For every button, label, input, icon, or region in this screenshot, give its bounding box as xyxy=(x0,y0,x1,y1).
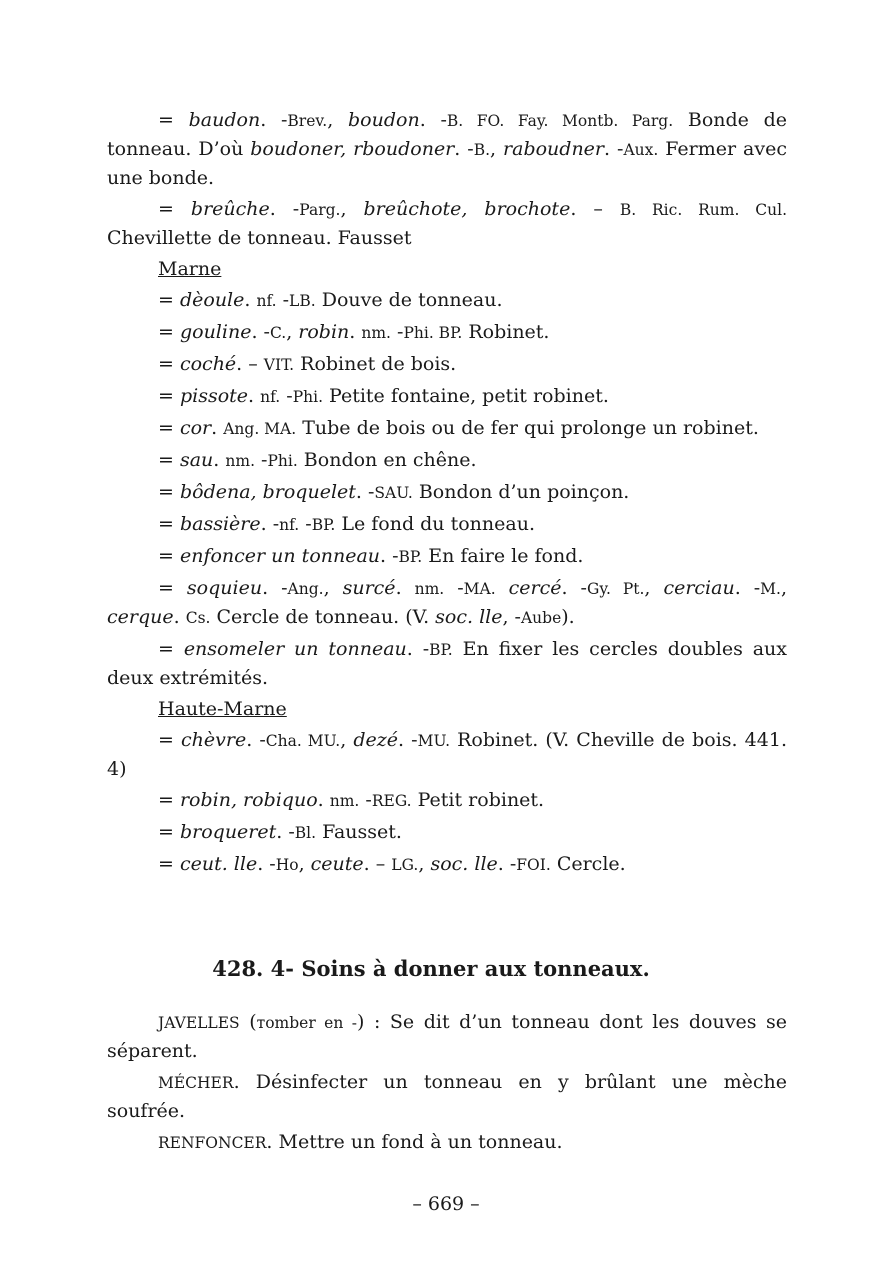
headword: soc. lle xyxy=(430,853,498,875)
care-entries xyxy=(107,1008,787,1160)
entry-text: = xyxy=(158,321,180,343)
source-abbrev: VIT. xyxy=(263,356,295,374)
headword: soquieu xyxy=(186,577,263,599)
headword: sau xyxy=(179,449,214,471)
entry-text: - xyxy=(276,289,290,311)
source-abbrev: Brev. xyxy=(287,112,328,130)
source-abbrev: Phi. xyxy=(292,388,323,406)
source-abbrev: nm. xyxy=(361,324,391,342)
entry-paragraph xyxy=(107,850,787,879)
entry-text: . - xyxy=(260,513,280,535)
entry-text: . – xyxy=(570,198,620,220)
entry-text: Cercle. xyxy=(550,853,626,875)
entry-text: ) : Se dit d’un tonneau dont les douves se séparent. xyxy=(107,1011,788,1062)
entry-text: . xyxy=(173,606,186,628)
entry-text: . - xyxy=(269,198,300,220)
entry-paragraph xyxy=(107,414,787,443)
source-abbrev: C. xyxy=(269,324,287,342)
entry-text: . - xyxy=(406,638,430,660)
entry-text: , xyxy=(780,577,787,599)
entry-text: . - xyxy=(454,138,474,160)
headword: robin, robiquo xyxy=(179,789,318,811)
entry-text xyxy=(496,577,509,599)
entry-paragraph xyxy=(107,478,787,507)
source-abbrev: BP. xyxy=(429,641,453,659)
entry-text: = xyxy=(158,417,180,439)
entry-text: . - xyxy=(398,729,418,751)
headword: gouline xyxy=(179,321,252,343)
entry-text: . Désinfecter un tonneau en y brûlant une mèche soufrée. xyxy=(107,1071,787,1122)
region-heading: Marne xyxy=(158,258,222,280)
entry-paragraph xyxy=(107,318,787,347)
headword: ensomeler un tonneau xyxy=(183,638,407,660)
headword: breûche xyxy=(190,198,270,220)
source-abbrev: FOI. xyxy=(516,856,551,874)
entry-text: Petite fontaine, petit robinet. xyxy=(323,385,609,407)
entry-text: = xyxy=(158,198,191,220)
headword: ceut. lle xyxy=(179,853,258,875)
entry-text: . xyxy=(244,289,257,311)
headword: surcé xyxy=(342,577,396,599)
entry-text: . - xyxy=(561,577,587,599)
entry-text: , xyxy=(644,577,664,599)
entry-paragraph xyxy=(107,1128,787,1157)
headword: boudoner, rboudoner xyxy=(250,138,455,160)
entry-paragraph xyxy=(107,106,787,192)
entry-paragraph xyxy=(107,350,787,379)
entry-text: . – xyxy=(363,853,392,875)
entry-text: Robinet. xyxy=(462,321,550,343)
entry-paragraph xyxy=(107,446,787,475)
entry-text: . Mettre un fond à un tonneau. xyxy=(266,1131,563,1153)
entry-paragraph xyxy=(107,1008,787,1065)
entry-text: . - xyxy=(276,821,295,843)
source-abbrev: B. Ric. Rum. Cul. xyxy=(619,201,787,219)
page-number: – 669 – xyxy=(412,1193,480,1215)
entry-text: Bonde de tonneau. D’où xyxy=(107,109,788,160)
entry-text: . - xyxy=(355,481,375,503)
entry-paragraph xyxy=(107,574,787,632)
entry-text: = xyxy=(158,289,180,311)
entry-text: = xyxy=(158,109,189,131)
headword: ceute xyxy=(310,853,364,875)
section-heading: 428. 4- Soins à donner aux tonneaux. xyxy=(212,956,650,981)
entry-text: En faire le fond. xyxy=(422,545,584,567)
entry-text: . - xyxy=(497,853,517,875)
entry-text: . - xyxy=(246,729,266,751)
headword: breûchote, brochote xyxy=(363,198,571,220)
entry-text: , xyxy=(286,321,299,343)
source-abbrev: nm. xyxy=(329,792,360,810)
headword: cercé xyxy=(508,577,562,599)
entry-text: . - xyxy=(604,138,624,160)
entry-text: = xyxy=(158,729,182,751)
entry-text: , - xyxy=(502,606,521,628)
entry-text: = xyxy=(158,481,180,503)
entry-text: . - xyxy=(251,321,270,343)
entry-text: Robinet. (V. Cheville de bois. 441. 4) xyxy=(107,729,787,780)
entry-text: ( xyxy=(239,1011,257,1033)
entry-text: - xyxy=(390,321,404,343)
source-abbrev: Ho xyxy=(275,856,299,874)
source-abbrev: SAU. xyxy=(374,484,413,502)
headword: enfoncer un tonneau xyxy=(179,545,381,567)
entry-text: - xyxy=(280,385,293,407)
entry-text: = xyxy=(158,638,184,660)
entry-text: = xyxy=(158,385,180,407)
entry-text: Chevillette de tonneau. Fausset xyxy=(107,227,412,249)
entry-text: . - xyxy=(734,577,761,599)
entry-paragraph xyxy=(107,635,787,692)
entry-text: ). xyxy=(561,606,575,628)
headword: baudon xyxy=(188,109,261,131)
entry-text: Cercle de tonneau. (V. xyxy=(210,606,436,628)
entry-text: , xyxy=(327,109,348,131)
entry-paragraph xyxy=(107,510,787,539)
entry-text: Fausset. xyxy=(316,821,402,843)
entry-paragraph xyxy=(107,542,787,571)
entry-paragraph xyxy=(107,382,787,411)
headword: boudon xyxy=(348,109,420,131)
source-abbrev: MA. xyxy=(463,580,496,598)
entry-text: Douve de tonneau. xyxy=(315,289,503,311)
entry-text: . xyxy=(317,789,330,811)
entry-paragraph xyxy=(107,1068,787,1125)
entry-paragraph xyxy=(107,818,787,847)
entry-text: En fixer les cercles doubles aux deux extrémités. xyxy=(107,638,787,689)
headword: cor xyxy=(179,417,212,439)
headword: chèvre xyxy=(181,729,247,751)
region-heading: Haute-Marne xyxy=(158,698,287,720)
source-abbrev: LG. xyxy=(391,856,419,874)
entry-text: Robinet de bois. xyxy=(294,353,457,375)
entry-text: , xyxy=(298,853,311,875)
entry-paragraph xyxy=(107,286,787,315)
source-abbrev: REG. xyxy=(371,792,412,810)
source-abbrev: Cs. xyxy=(185,609,211,627)
entry-text: Le fond du tonneau. xyxy=(335,513,535,535)
entry-text: = xyxy=(158,577,187,599)
entry-text: = xyxy=(158,449,180,471)
entry-text: - xyxy=(359,789,372,811)
dictionary-entries xyxy=(107,106,787,882)
entry-text: Fermer avec une bonde. xyxy=(107,138,787,189)
entry-paragraph xyxy=(107,195,787,252)
entry-text: = xyxy=(158,353,180,375)
source-abbrev: nf. xyxy=(256,292,277,310)
entry-text: . xyxy=(395,577,415,599)
source-abbrev: BP. xyxy=(311,516,336,534)
source-abbrev: RENFONCER xyxy=(158,1134,267,1152)
source-abbrev: Aube xyxy=(520,609,562,627)
source-abbrev: B. xyxy=(473,141,491,159)
entry-text: - xyxy=(444,577,464,599)
source-abbrev: nf. xyxy=(260,388,281,406)
source-abbrev: MU. xyxy=(417,732,451,750)
entry-text: . xyxy=(211,417,224,439)
headword: cerciau xyxy=(663,577,735,599)
entry-text: , xyxy=(340,198,364,220)
entry-text: = xyxy=(158,545,180,567)
source-abbrev: nf. xyxy=(279,516,300,534)
headword: raboudner xyxy=(503,138,605,160)
headword: dèoule xyxy=(179,289,245,311)
entry-text: Bondon en chêne. xyxy=(297,449,477,471)
entry-text: . - xyxy=(262,577,288,599)
source-abbrev: Aux. xyxy=(623,141,659,159)
entry-text: , xyxy=(323,577,343,599)
entry-text: . – xyxy=(236,353,264,375)
headword: bôdena, broquelet xyxy=(179,481,356,503)
source-abbrev: Parg. xyxy=(299,201,341,219)
source-abbrev: Gy. Pt. xyxy=(586,580,645,598)
source-abbrev: Phi. xyxy=(267,452,298,470)
entry-paragraph xyxy=(107,786,787,815)
source-abbrev: MÉCHER xyxy=(158,1074,234,1092)
entry-text: , xyxy=(490,138,504,160)
headword: broqueret xyxy=(179,821,277,843)
entry-text: . - xyxy=(419,109,447,131)
headword: cerque xyxy=(107,606,174,628)
entry-text: , xyxy=(418,853,431,875)
headword: robin xyxy=(298,321,350,343)
entry-text: , xyxy=(340,729,354,751)
entry-text: . xyxy=(213,449,226,471)
entry-text: = xyxy=(158,853,180,875)
entry-text: . xyxy=(349,321,362,343)
source-abbrev: LB. xyxy=(289,292,316,310)
entry-text: = xyxy=(158,821,180,843)
headword: coché xyxy=(179,353,237,375)
source-abbrev: BP. xyxy=(398,548,423,566)
source-abbrev: Cha. MU. xyxy=(265,732,341,750)
entry-text: Bondon d’un poinçon. xyxy=(412,481,630,503)
entry-text: - xyxy=(255,449,268,471)
source-abbrev: Phi. BP. xyxy=(403,324,463,342)
headword: dezé xyxy=(353,729,399,751)
entry-text: - xyxy=(299,513,312,535)
entry-text: = xyxy=(158,789,180,811)
headword: pissote xyxy=(179,385,249,407)
entry-text: . - xyxy=(380,545,399,567)
source-abbrev: B. FO. Fay. Montb. Parg. xyxy=(446,112,674,130)
entry-text: . - xyxy=(260,109,288,131)
source-abbrev: M. xyxy=(760,580,781,598)
source-abbrev: Ang. xyxy=(287,580,324,598)
entry-paragraph xyxy=(107,726,787,783)
entry-text: = xyxy=(158,513,180,535)
entry-text: . xyxy=(248,385,261,407)
headword: bassière xyxy=(179,513,261,535)
source-abbrev: JAVELLES xyxy=(158,1014,240,1032)
source-abbrev: nm. xyxy=(225,452,255,470)
source-abbrev: Bl. xyxy=(294,824,317,842)
source-abbrev: Ang. MA. xyxy=(223,420,297,438)
source-abbrev: nm. xyxy=(414,580,445,598)
entry-text: Tube de bois ou de fer qui prolonge un robinet. xyxy=(296,417,759,439)
source-abbrev: тomber en - xyxy=(256,1014,358,1032)
entry-text: . - xyxy=(257,853,276,875)
entry-text: Petit robinet. xyxy=(411,789,545,811)
headword: soc. lle xyxy=(435,606,503,628)
